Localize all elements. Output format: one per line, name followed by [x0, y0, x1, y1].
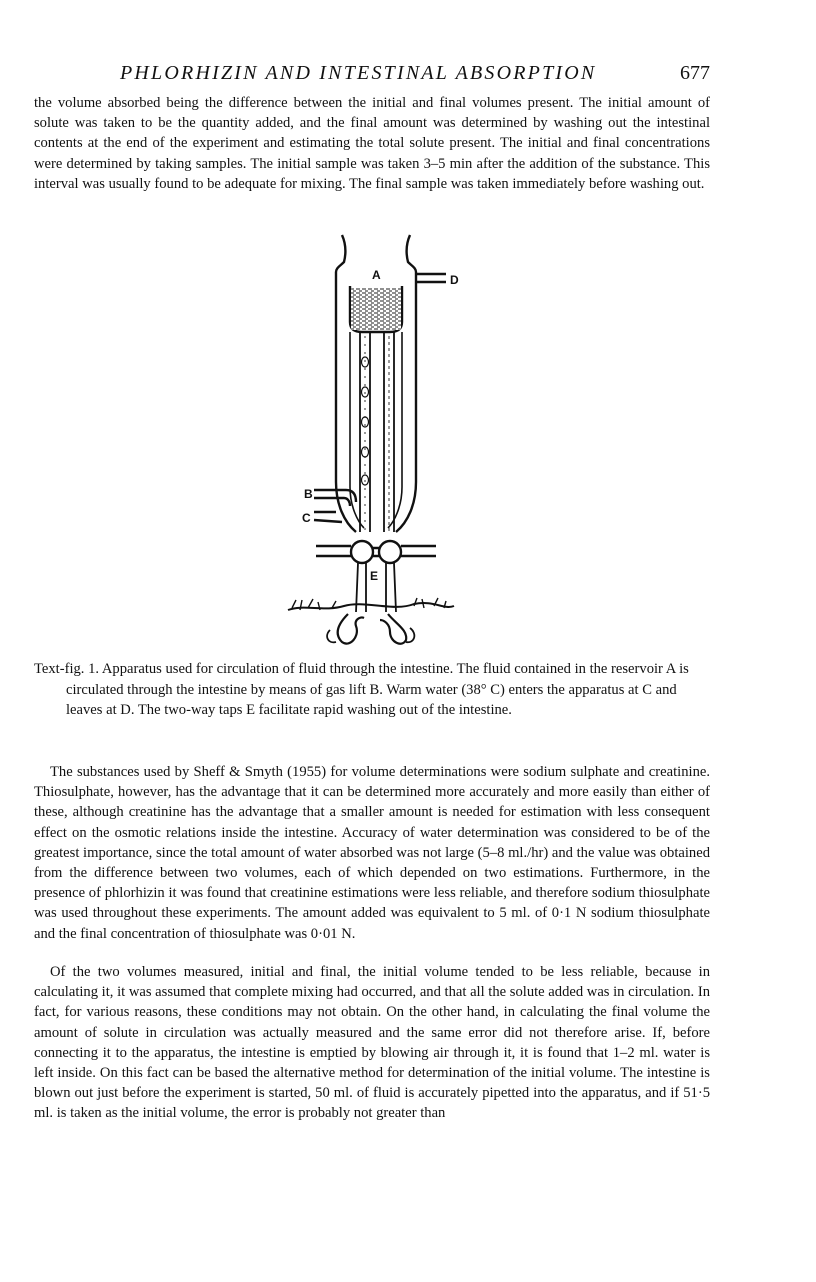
body-paragraph-2: The substances used by Sheff & Smyth (1955) for volume determinations were sodium sulphate and creatinine. Thiosulphate, however, has the advantage that it can be determined more accurately and more easily than either of these, although creatinine has the advantage that a smaller amount is needed for estimation with less consequent effect on the osmotic relations inside the intestine. Accuracy of water determination was considered to be of the greatest importance, since the total amount of water absorbed was not large (5–8 ml./hr) and the value was obtained from the difference between two volumes, each of which depended on two estimations. Furthermore, in the presence of phlorhizin it was found that creatinine estimations were less reliable, and therefore sodium thiosulphate was used throughout these experiments. The amount added was equivalent to 5 ml. of 0·1 N sodium thiosulphate and the final concentration of thiosulphate was 0·01 N. [34, 764, 710, 942]
label-c: C [302, 511, 311, 525]
figure-caption: Text-fig. 1. Apparatus used for circulation of fluid through the intestine. The fluid contained in the reservoir A is circulated through the intestine by means of gas lift B. Warm water (38° C) enters the apparatus at C and leaves at D. The two-way taps E facilitate rapid washing out of the intestine. [34, 661, 689, 719]
body-paragraph-3: Of the two volumes measured, initial and final, the initial volume tended to be less reliable, because in calculating it, it was assumed that complete mixing had occurred, and that all the solute added was in circulation. In fact, for various reasons, these conditions may not obtain. On the other hand, in calculating the final volume the amount of solute in circulation was actually measured and the same error did not therefore arise. If, before connecting it to the apparatus, the intestine is emptied by blowing air through it, it is found that 1–2 ml. water is left inside. On this fact can be based the alternative method for determination of the initial volume. The intestine is blown out just before the experiment is started, 50 ml. of fluid is accurately pipetted into the apparatus, and if 51·5 ml. is taken as the initial volume, the error is probably not greater than [34, 964, 710, 1122]
running-header [34, 62, 710, 88]
reservoir-fluid [351, 288, 401, 330]
intestine-tissue [288, 598, 454, 644]
running-title: PHLORHIZIN AND INTESTINAL ABSORPTION [120, 62, 597, 84]
label-b: B [304, 487, 313, 501]
apparatus-figure [284, 232, 484, 650]
page-number: 677 [680, 62, 710, 84]
return-tube-fluid [365, 336, 389, 532]
body-paragraph-1: the volume absorbed being the difference between the initial and final volumes present. The initial amount of solute was taken to be the quantity added, and the final amount was determined by washing out the intestinal contents at the end of the experiment and estimating the total solute present. The initial and final concentrations were determined by taking samples. The initial sample was taken 3–5 min after the addition of the substance. This interval was usually found to be adequate for mixing. The final sample was taken immediately before washing out. [34, 95, 710, 192]
label-d: D [450, 273, 459, 287]
label-a: A [372, 268, 381, 282]
label-e: E [370, 569, 379, 583]
